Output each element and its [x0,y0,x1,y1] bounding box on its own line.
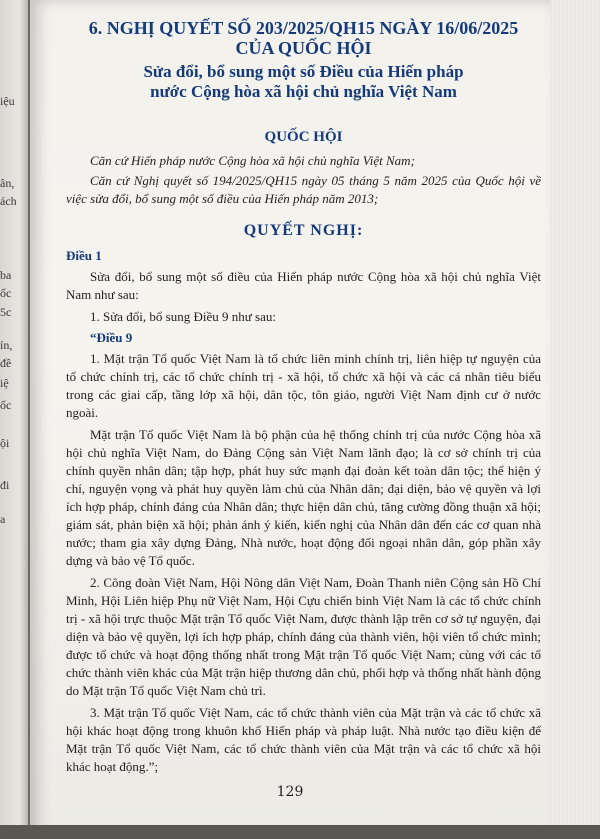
left-page-fragment: a [0,512,6,526]
left-page-fragment: ba [0,268,12,282]
book-page [30,0,550,839]
left-page-fragment: ách [0,194,17,208]
left-page-fragment: iệ [0,376,9,390]
left-page-edge [0,0,28,839]
left-page-fragment: ốc [0,286,12,300]
legal-basis: Căn cứ Hiến pháp nước Cộng hòa xã hội chủ nghĩa Việt Nam; [90,153,415,168]
decision-heading: QUYẾT NGHỊ: [243,222,364,239]
resolution-title-line2: CỦA QUỐC HỘI [235,38,372,58]
left-page-fragment: ốc [0,398,12,412]
left-page-fragment: 5c [0,305,12,319]
left-page-fragment: ân, [0,176,15,190]
table-surface [0,825,600,839]
quoted-article-heading: “Điều 9 [90,330,133,345]
body-paragraph: Mặt trận Tổ quốc Việt Nam là bộ phận của hệ thống chính trị của nước Cộng hòa xã hội chủ nghĩa Việt Nam, do Đảng Cộng sản Việt Nam lãnh đạo; là cơ sở chính trị của chính quyền nhân dân; tập hợp, phát huy sức mạnh đại đoàn kết toàn dân tộc; thể hiện ý chí, nguyện vọng và phát huy quyền làm chủ của Nhân dân; đại diện, bảo vệ quyền và lợi ích hợp pháp, chính đáng của Nhân dân; thực hiện dân chủ, tăng cường đồng thuận xã hội; giám sát, phản biện xã hội; phản ánh ý kiến, kiến nghị của Nhân dân đến các cơ quan nhà nước; tham gia xây dựng Đảng, Nhà nước, hoạt động đối ngoại nhân dân, góp phần xây dựng và bảo vệ Tổ quốc. [66,427,541,568]
body-paragraph: 3. Mặt trận Tổ quốc Việt Nam, các tổ chức thành viên của Mặt trận và các tổ chức xã hội khác hoạt động trong khuôn khổ Hiến pháp và pháp luật. Nhà nước tạo điều kiện để Mặt trận Tổ quốc Việt Nam, các tổ chức thành viên của Mặt trận và các tổ chức xã hội khác hoạt động.”; [66,705,541,774]
left-page-fragment: đi [0,478,10,492]
body-paragraph: 2. Công đoàn Việt Nam, Hội Nông dân Việt Nam, Đoàn Thanh niên Cộng sản Hồ Chí Minh, Hội Liên hiệp Phụ nữ Việt Nam, Hội Cựu chiến binh Việt Nam là các tổ chức chính trị - xã hội trực thuộc Mặt trận Tổ quốc Việt Nam, được thành lập trên cơ sở tự nguyện, đại diện và bảo vệ quyền, lợi ích hợp pháp, chính đáng của thành viên, hội viên tổ chức mình; được tổ chức và hoạt động thống nhất trong Mặt trận Tổ quốc Việt Nam; cùng với các tổ chức thành viên khác của Mặt trận hiệp thương dân chủ, phối hợp và thống nhất hành động do Mặt trận Tổ quốc Việt Nam chủ trì. [66,575,541,698]
resolution-subtitle: Sửa đổi, bổ sung một số Điều của Hiến pháp [143,62,464,81]
left-page-fragment: ín, [0,338,13,352]
page-content [66,18,541,780]
left-page-fragment: iệu [0,94,15,108]
resolution-title: 6. NGHỊ QUYẾT SỐ 203/2025/QH15 NGÀY 16/06/2025 [88,18,519,38]
article-heading: Điều 1 [66,248,102,263]
article-intro: Sửa đổi, bổ sung một số điều của Hiến pháp nước Cộng hòa xã hội chủ nghĩa Việt Nam như sau: [66,269,541,302]
left-page-fragment: đề [0,356,12,370]
issuer-heading: QUỐC HỘI [264,129,343,145]
article-item: 1. Sửa đổi, bổ sung Điều 9 như sau: [90,309,276,324]
resolution-subtitle-line2: nước Cộng hòa xã hội chủ nghĩa Việt Nam [150,82,457,101]
body-paragraph: 1. Mặt trận Tổ quốc Việt Nam là tổ chức liên minh chính trị, liên hiệp tự nguyện của tổ chức chính trị, các tổ chức chính trị - xã hội, tổ chức xã hội và các cá nhân tiêu biểu trong các giai cấp, tầng lớp xã hội, dân tộc, tôn giáo, người Việt Nam định cư ở nước ngoài. [66,351,541,420]
page-number: 129 [276,784,304,800]
left-page-fragment: ội [0,436,10,450]
legal-basis: Căn cứ Nghị quyết số 194/2025/QH15 ngày 05 tháng 5 năm 2025 của Quốc hội về việc sửa đổi, bổ sung một số điều của Hiến pháp năm 2013; [66,173,541,206]
